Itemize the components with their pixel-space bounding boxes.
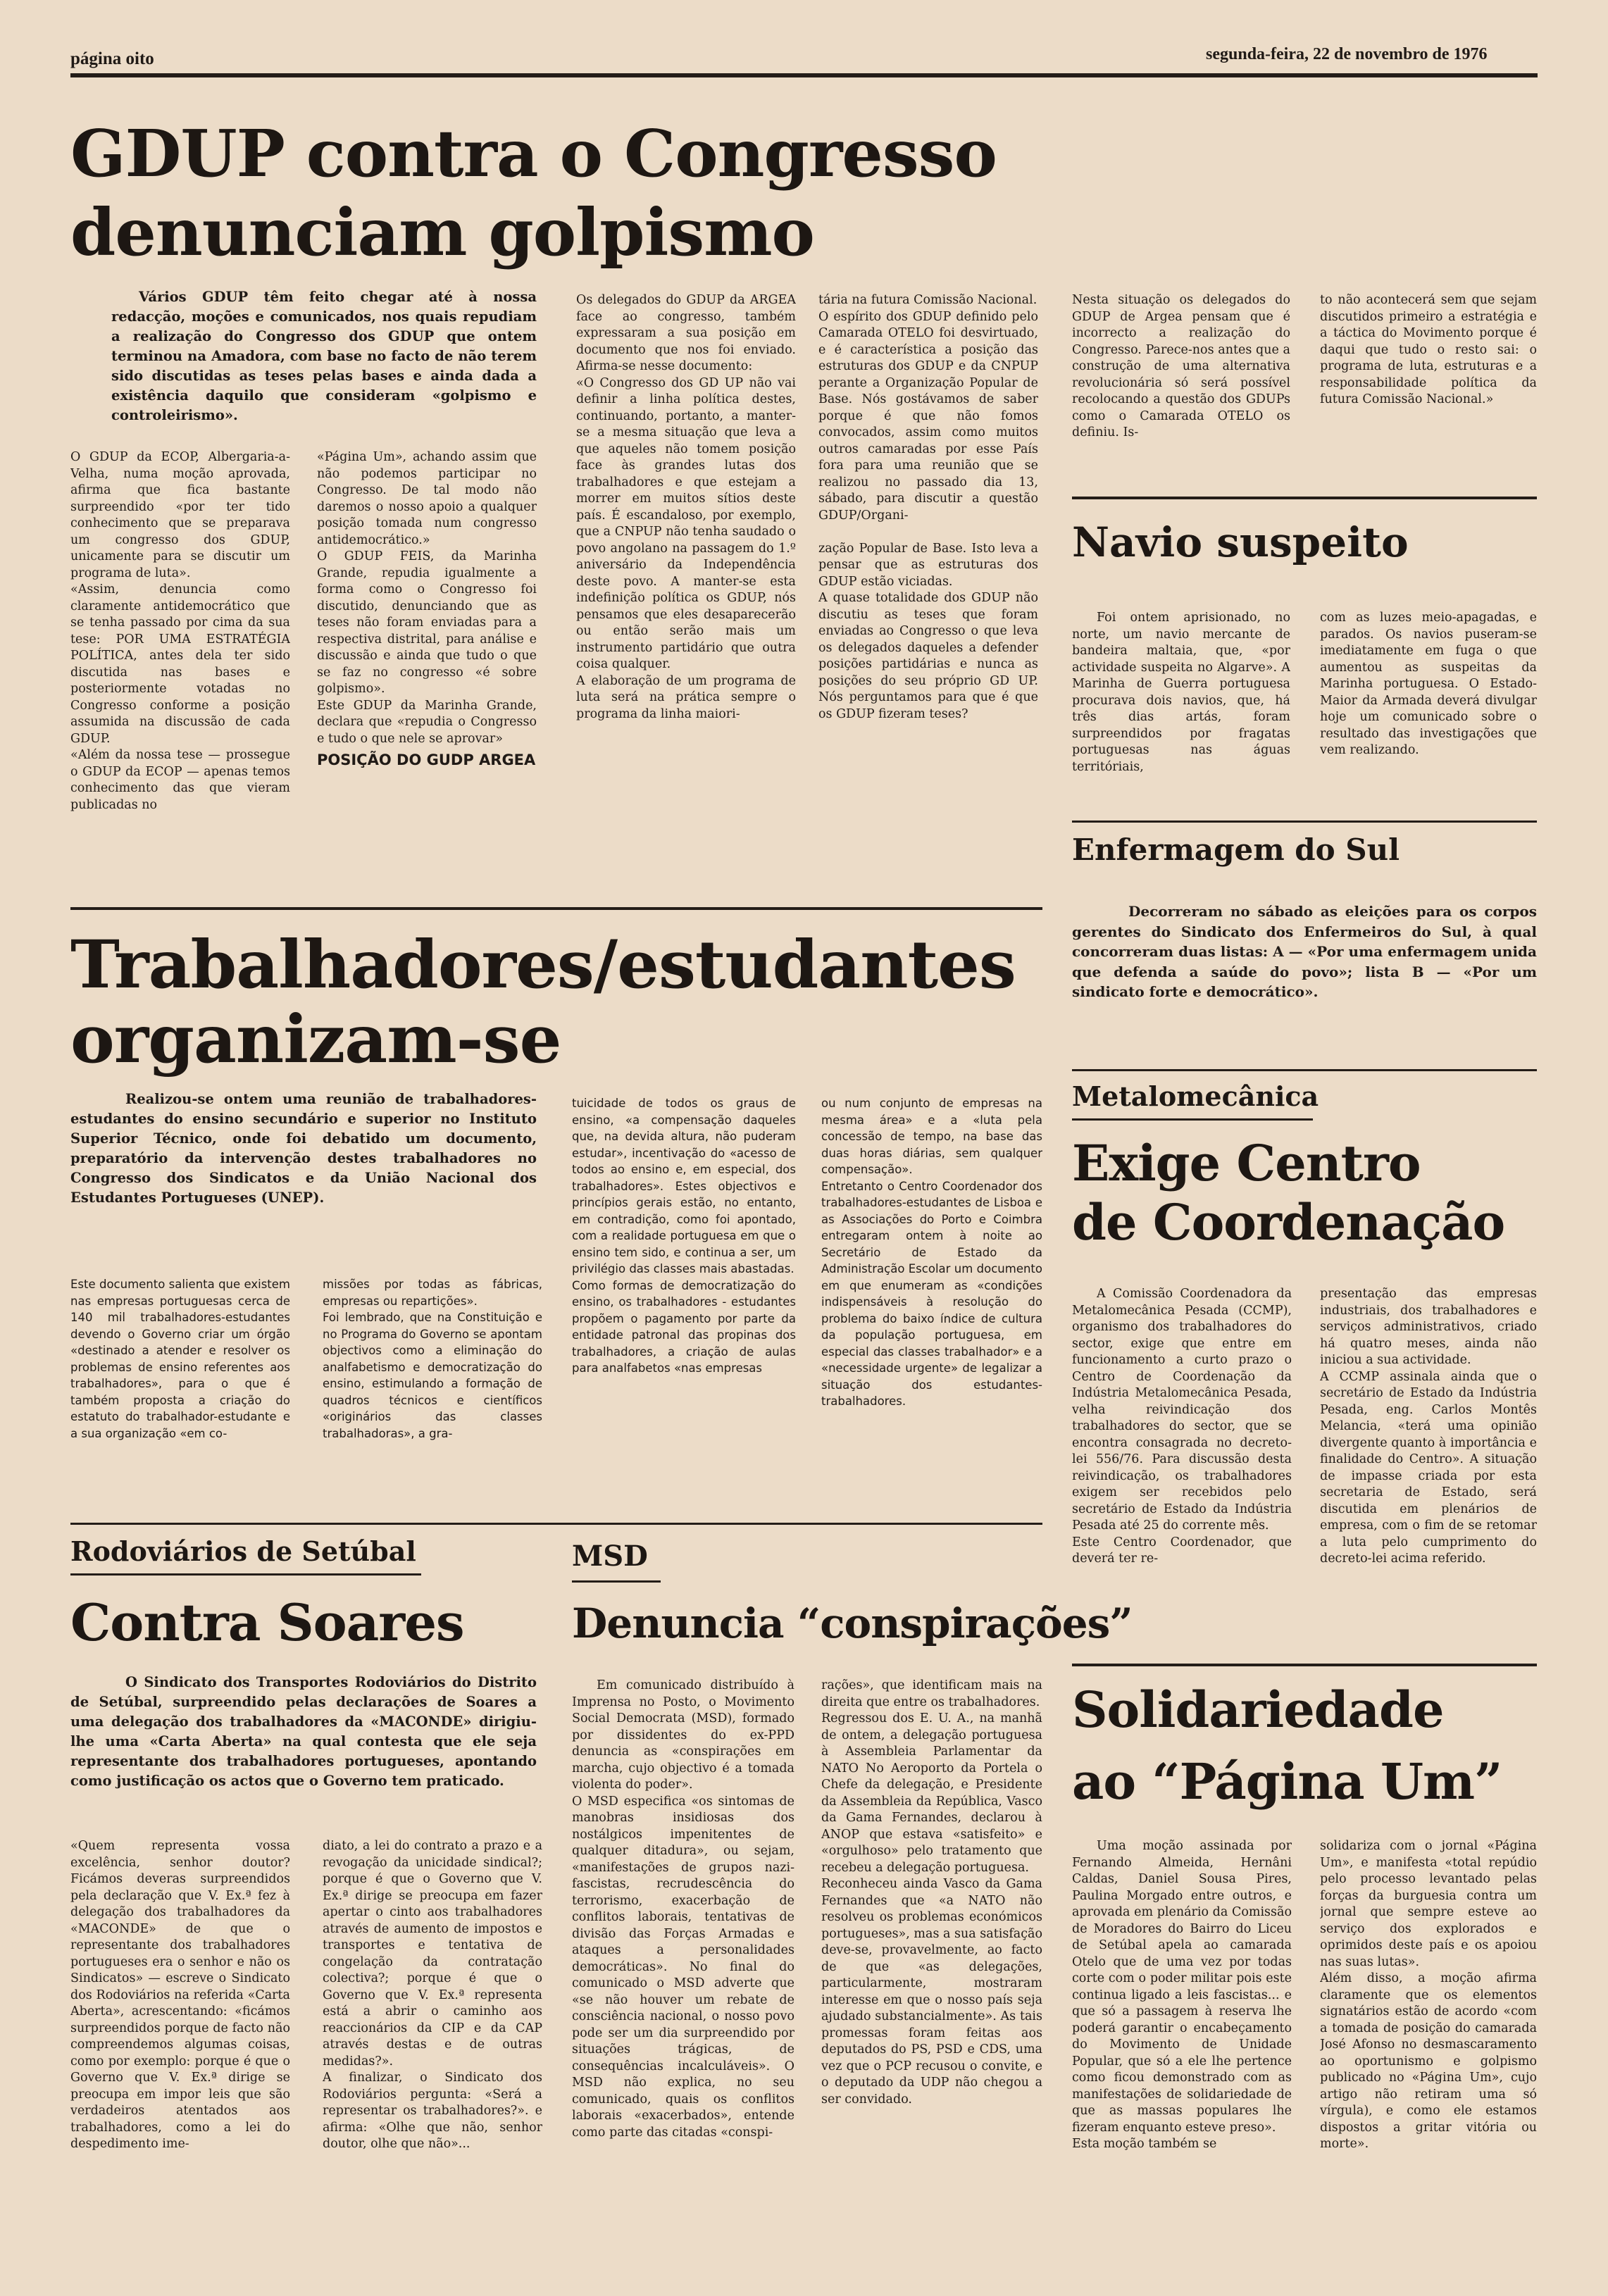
rule-right-1 [1072,497,1537,499]
rodoviarios-headline: Contra Soares [70,1592,464,1652]
enfermagem-text: Decorreram no sábado as eleições para os corpos gerentes do Sindicato dos Enfermeiros do Sul, à qual concorreram duas listas: A — «Por uma enfermagem unida que defenda a saúde do povo»; lista B — «Por um sindicato forte e democrático». [1072,903,1537,1000]
solidariedade-col-2: solidariza com o jornal «Página Um», e manifesta «total repúdio pelo processo levantado pelas forças da burguesia contra um jornal que sempre esteve ao serviço dos explorados e oprimidos deste país e os apoiou nas suas lutas». Além disso, a moção afirma claramente que os elementos signatários estão de acordo «com a tomada de posição do camarada José Afonso no desmascaramento ao oportunismo e golpismo publicado no «Página Um», cujo artigo não retiram uma só vírgula), e como ele estamos dispostos a gritar vitória ou morte». [1320,1839,1537,2151]
rodoviarios-col-2: diato, a lei do contrato a prazo e a revogação da unicidade sindical?; porque é que o Governo que V. Ex.ª dirige se preocupa em fazer apertar o cinto aos trabalhadores através de aumento de impostos e transportes e tentativa de congelação da contratação colectiva?; porque é que o Governo que V. Ex.ª representa está a abrir o caminho aos reaccionários da CIP e da CAP através destas e de outras medidas?». A finalizar, o Sindicato dos Rodoviários pergunta: «Será a representar os trabalhadores?». e afirma: «Olhe que não, senhor doutor, olhe que não»... [323,1839,542,2151]
gdup-col-2: «Página Um», achando assim que não podemos participar no Congresso. De tal modo não daremos o nosso apoio a qualquer posição tomada num congresso antidemocrático.» O GDUP FEIS, da Marinha Grande, repudia igualmente a forma como o Congresso foi discutido, denunciando que as teses não foram enviadas para a respectiva distrital, para análise e discussão e ainda que tudo o que se faz no congresso «é sobre golpismo». Este GDUP da Marinha Grande, declara que «repudia o Congresso e tudo o que nele se aprovar» [317,450,537,746]
solidariedade-headline-line1: Solidariedade [1072,1680,1444,1739]
rule-mid [70,907,1042,910]
header-rule [70,73,1538,77]
rule-right-3 [1072,1069,1537,1071]
trabalhadores-headline-line1: Trabalhadores/estudantes [70,926,1016,1004]
gdup-subheading-argea: POSIÇÃO DO GUDP ARGEA [317,751,536,768]
msd-tag-underline [572,1580,661,1583]
solidariedade-col-1: Uma moção assinada por Fernando Almeida, Hernâni Caldas, Daniel Sousa Pires, Paulina Morgado entre outros, e aprovada em plenário da Comissão de Moradores do Bairro do Liceu de Setúbal apela ao camarada Otelo que de uma vez por todas corte com o poder militar pois este continua ligado a leis fascistas... e que só a passagem à reserva lhe poderá garantir o encabeçamento do Movimento de Unidade Popular, que só a ele lhe pertence como ficou demonstrado com as manifestações de solidariedade de que as massas populares lhe fizeram enquanto esteve preso». Esta moção também se [1072,1839,1292,2151]
metalomecanica-headline-line2: de Coordenação [1072,1193,1505,1252]
trabalhadores-col-4: ou num conjunto de empresas na mesma área» e a «luta pela concessão de tempo, na base das duas horas diárias, sem qualquer compensação». Entretanto o Centro Coordenador dos trabalhadores-estudantes de Lisboa e as Associações do Porto e Coimbra entregaram ontem à noite ao Secretário de Estado da Administração Escolar um documento em que enumeram as «condições indispensáveis à resolução do problema do baixo índice de cultura da população portuguesa, em especial das classes trabalhador» e a «necessidade urgente» de legalizar a situação dos estudantes-trabalhadores. [821,1097,1042,1408]
metalomecanica-headline-line1: Exige Centro [1072,1134,1421,1192]
gdup-col-3: Os delegados do GDUP da ARGEA face ao congresso, também expressaram a sua posição em documento que nos foi enviado. Afirma-se nesse documento: «O Congresso dos GD UP não vai definir a linha política destes, continuando, portanto, a manter-se a mesma situação que leva a que aqueles não tomem posição face às grandes lutas dos trabalhadores e que estejam a morrer em muitos sítios deste país. É escandaloso, por exemplo, que a CNPUP não tenha saudado o povo angolano na passagem do 1.º aniversário da Independência deste povo. A manter-se esta indefinição política os GDUP, nós pensamos que eles desaparecerão ou então serão mais um instrumento partidário que outra coisa qualquer. A elaboração de um programa de luta será na prática sempre o programa da linha maiori- [576,293,796,721]
metalomecanica-tag: Metalomecânica [1072,1080,1319,1112]
trabalhadores-headline-line2: organizam-se [70,1001,561,1078]
navio-headline: Navio suspeito [1072,518,1409,566]
page-number-label: página oito [70,49,154,68]
gdup-col-5: Nesta situação os delegados do GDUP de Argea pensam que é incorrecto a realização do Congresso. Parece-nos antes que a construção de uma alternativa revolucionária só será possível recolocando a questão dos GDUPs como o Camarada OTELO os definiu. Is- [1072,293,1290,439]
metalomecanica-col-1: A Comissão Coordenadora da Metalomecânica Pesada (CCMP), organismo dos trabalhadores do sector, exige que entre em funcionamento a curto prazo o Centro de Coordenação da Indústria Metalomecânica Pesada, velha reivindicação dos trabalhadores do sector, que se encontra consagrada no decreto-lei 556/76. Para discussão desta reivindicação, os trabalhadores exigem ser recebidos pelo secretário de Estado da Indústria Pesada até 25 do corrente mês. Este Centro Coordenador, que deverá ter re- [1072,1287,1292,1566]
enfermagem-headline: Enfermagem do Sul [1072,832,1400,867]
msd-col-1: Em comunicado distribuído à Imprensa no Posto, o Movimento Social Democrata (MSD), formado por dissidentes do ex-PPD denuncia as «conspirações em marcha, cujo objectivo é a tomada violenta do poder». O MSD especifica «os sintomas de manobras insidiosas dos nostálgicos impenitentes de qualquer ditadura», ou sejam, «manifestações de grupos nazi-fascistas, recrudescência do terrorismo, exacerbação de conflitos laborais, tentativas de divisão das Forças Armadas e ataques a personalidades democráticas». No final do comunicado o MSD adverte que «se não houver um rebate de consciência nacional, o nosso povo pode ser um dia surpreendido por situações trágicas, de consequências incalculáveis». O MSD não explica, no seu comunicado, quais os conflitos laborais «exacerbados», entende como parte das citadas «conspi- [572,1678,794,2140]
navio-col-2: com as luzes meio-apagadas, e parados. Os navios puseram-se imediatamente em fuga o que aumentou as suspeitas da Marinha portuguesa. O Estado-Maior da Armada deverá divulgar hoje um comunicado sobre o resultado das investigações que vem realizando. [1320,611,1537,757]
msd-col-2: rações», que identificam mais na direita que entre os trabalhadores. Regressou dos E. U. A., na manhã de ontem, a delegação portuguesa à Assembleia Parlamentar da NATO No Aeroporto da Portela o Chefe da delegação, e Presidente da Assembleia da República, Vasco da Gama Fernandes, declarou à ANOP que estava «satisfeito» e «orgulhoso» pelo tratamento que recebeu a delegação portuguesa. Reconheceu ainda Vasco da Gama Fernandes que «a NATO não resolveu os problemas económicos portugueses», mas a sua satisfação deve-se, provavelmente, ao facto de que «as delegações, particularmente, mostraram interesse em que o nosso país seja ajudado substancialmente». As tais promessas foram feitas aos deputados do PS, PSD e CDS, uma vez que o PCP recusou o convite, e o deputado da UDP não chegou a ser convidado. [821,1678,1042,2107]
metalomecanica-tag-underline [1072,1118,1313,1121]
navio-col-1: Foi ontem aprisionado, no norte, um navio mercante de bandeira maltaia, que, «por actividade suspeita no Algarve». A Marinha de Guerra portuguesa procurava dois navios, que, há três dias artás, foram surpreendidos por fragatas portuguesas nas águas territóriais, [1072,611,1290,774]
rodoviarios-tag: Rodoviários de Setúbal [70,1535,416,1567]
gdup-lead: Vários GDUP têm feito chegar até à nossa redacção, moções e comunicados, nos quais repudiam a realização do Congresso dos GDUP que ontem terminou na Amadora, com base no facto de não terem sido discutidas as teses pelas bases e ainda dada a existência daquilo que consideram «golpismo e controleirismo». [111,289,537,423]
rule-right-2 [1072,821,1537,823]
rodoviarios-col-1: «Quem representa vossa excelência, senhor doutor? Ficámos deveras surpreendidos pela declaração que V. Ex.ª fez à delegação dos trabalhadores da «MACONDE» de que o representante dos trabalhadores portugueses era o senhor e não os Sindicatos» — escreve o Sindicato dos Rodoviários na referida «Carta Aberta», acrescentando: «ficámos surpreendidos porque de facto não compreendemos algumas coisas, como por exemplo: porque é que o Governo que V. Ex.ª dirige se preocupa em impor leis que são verdadeiros atentados aos trabalhadores, como a lei do despedimento ime- [70,1839,290,2151]
trabalhadores-col-1: Este documento salienta que existem nas empresas portuguesas cerca de 140 mil trabalhadores-estudantes devendo o Governo criar um órgão «destinado a atender e resolver os problemas de ensino referentes aos trabalhadores», para o que é também proposta a criação do estatuto do trabalhador-estudante e a sua organização «em co- [70,1278,290,1440]
gdup-col-6: to não acontecerá sem que sejam discutidos primeiro a estratégia e a táctica do Movimento porque é daqui que tudo o resto sai: o programa de luta, estruturas e a responsabilidade política da futura Comissão Nacional.» [1320,293,1537,406]
msd-tag: MSD [572,1540,648,1573]
gdup-headline-line1: GDUP contra o Congresso [70,116,997,192]
trabalhadores-col-2: missões por todas as fábricas, empresas ou repartições». Foi lembrado, que na Constituição e no Programa do Governo se apontam objectivos como a eliminação do analfabetismo e democratização do ensino, estimulando a formação de quadros técnicos e científicos «originários das classes trabalhadoras», a gra- [323,1278,542,1440]
gdup-col-1: O GDUP da ECOP, Albergaria-a-Velha, numa moção aprovada, afirma que fica bastante surpreendido «por ter tido conhecimento que se preparava um congresso dos GDUP, unicamente para se discutir um programa de luta». «Assim, denuncia como claramente antidemocrático que se tenha passado por cima da sua tese: POR UMA ESTRATÉGIA POLÍTICA, antes dela ter sido discutida nas bases e posteriormente votadas no Congresso conforme a posição assumida na discussão de cada GDUP. «Além da nossa tese — prossegue o GDUP da ECOP — apenas temos conhecimento das que vieram publicadas no [70,450,290,812]
trabalhadores-lead: Realizou-se ontem uma reunião de trabalhadores-estudantes do ensino secundário e superior no Instituto Superior Técnico, onde foi debatido um documento, preparatório da intervenção destes trabalhadores no Congresso dos Sindicatos e da União Nacional dos Estudantes Portugueses (UNEP). [70,1091,537,1206]
gdup-col-2-wrap [317,449,537,893]
issue-date: segunda-feira, 22 de novembro de 1976 [1206,45,1488,63]
rule-lower [70,1523,1042,1525]
solidariedade-headline-line2: ao “Página Um” [1072,1752,1502,1811]
trabalhadores-col-3: tuicidade de todos os graus de ensino, «a compensação daqueles que, na devida altura, não puderam estudar», incentivação do «acesso de todos ao ensino e, em especial, dos trabalhadores». Estes objectivos e princípios gerais estão, no entanto, em contradição, como foi apontado, com a realidade portuguesa em que o ensino tem sido, e continua a ser, um privilégio das classes mais abastadas. Como formas de democratização do ensino, os trabalhadores - estudantes propõem o pagamento por parte da entidade patronal das propinas dos trabalhadores, a criação de aulas para analfabetos «nas empresas [572,1097,796,1375]
rule-right-4 [1072,1664,1537,1666]
metalomecanica-col-2: presentação das empresas industriais, dos trabalhadores e serviços administrativos, criado há quatro meses, ainda não iniciou a sua actividade. A CCMP assinala ainda que o secretário de Estado da Indústria Pesada, eng. Carlos Montês Melancia, «terá uma opinião divergente quanto à importância e finalidade do Centro». A situação de impasse criada por esta secretaria de Estado, será discutida em plenários de empresa, com o fim de se retomar a luta pelo cumprimento do decreto-lei acima referido. [1320,1287,1537,1566]
gdup-col-4: tária na futura Comissão Nacional. O espírito dos GDUP definido pelo Camarada OTELO foi desvirtuado, e é característica a posição das estruturas dos GDUP e da CNPUP perante a Organização Popular de Base. Nós gostávamos de saber porque é que não fomos convocados, assim como muitos outros camaradas por esse País fora para uma reunião que se realizou no passado dia 13, sábado, para discutir a questão GDUP/Organi- zação Popular de Base. Isto leva a pensar que as estruturas dos GDUP estão viciadas. A quase totalidade dos GDUP não discutiu as teses que foram enviadas ao Congresso o que leva os delegados daqueles a defender posições partidárias e nunca as posições do seu próprio GD UP. Nós perguntamos para que é que os GDUP fizeram teses? [818,293,1038,721]
gdup-headline-line2: denunciam golpismo [70,194,814,270]
rodoviarios-tag-underline [70,1573,421,1576]
rodoviarios-lead: O Sindicato dos Transportes Rodoviários do Distrito de Setúbal, surpreendido pelas declarações de Soares a uma delegação dos trabalhadores da «MACONDE» dirigiu-lhe uma «Carta Aberta» na qual contesta que ele seja representante dos trabalhadores portugueses, apontando como justificação os actos que o Governo tem praticado. [70,1674,537,1789]
msd-headline: Denuncia “conspirações” [572,1599,1133,1647]
